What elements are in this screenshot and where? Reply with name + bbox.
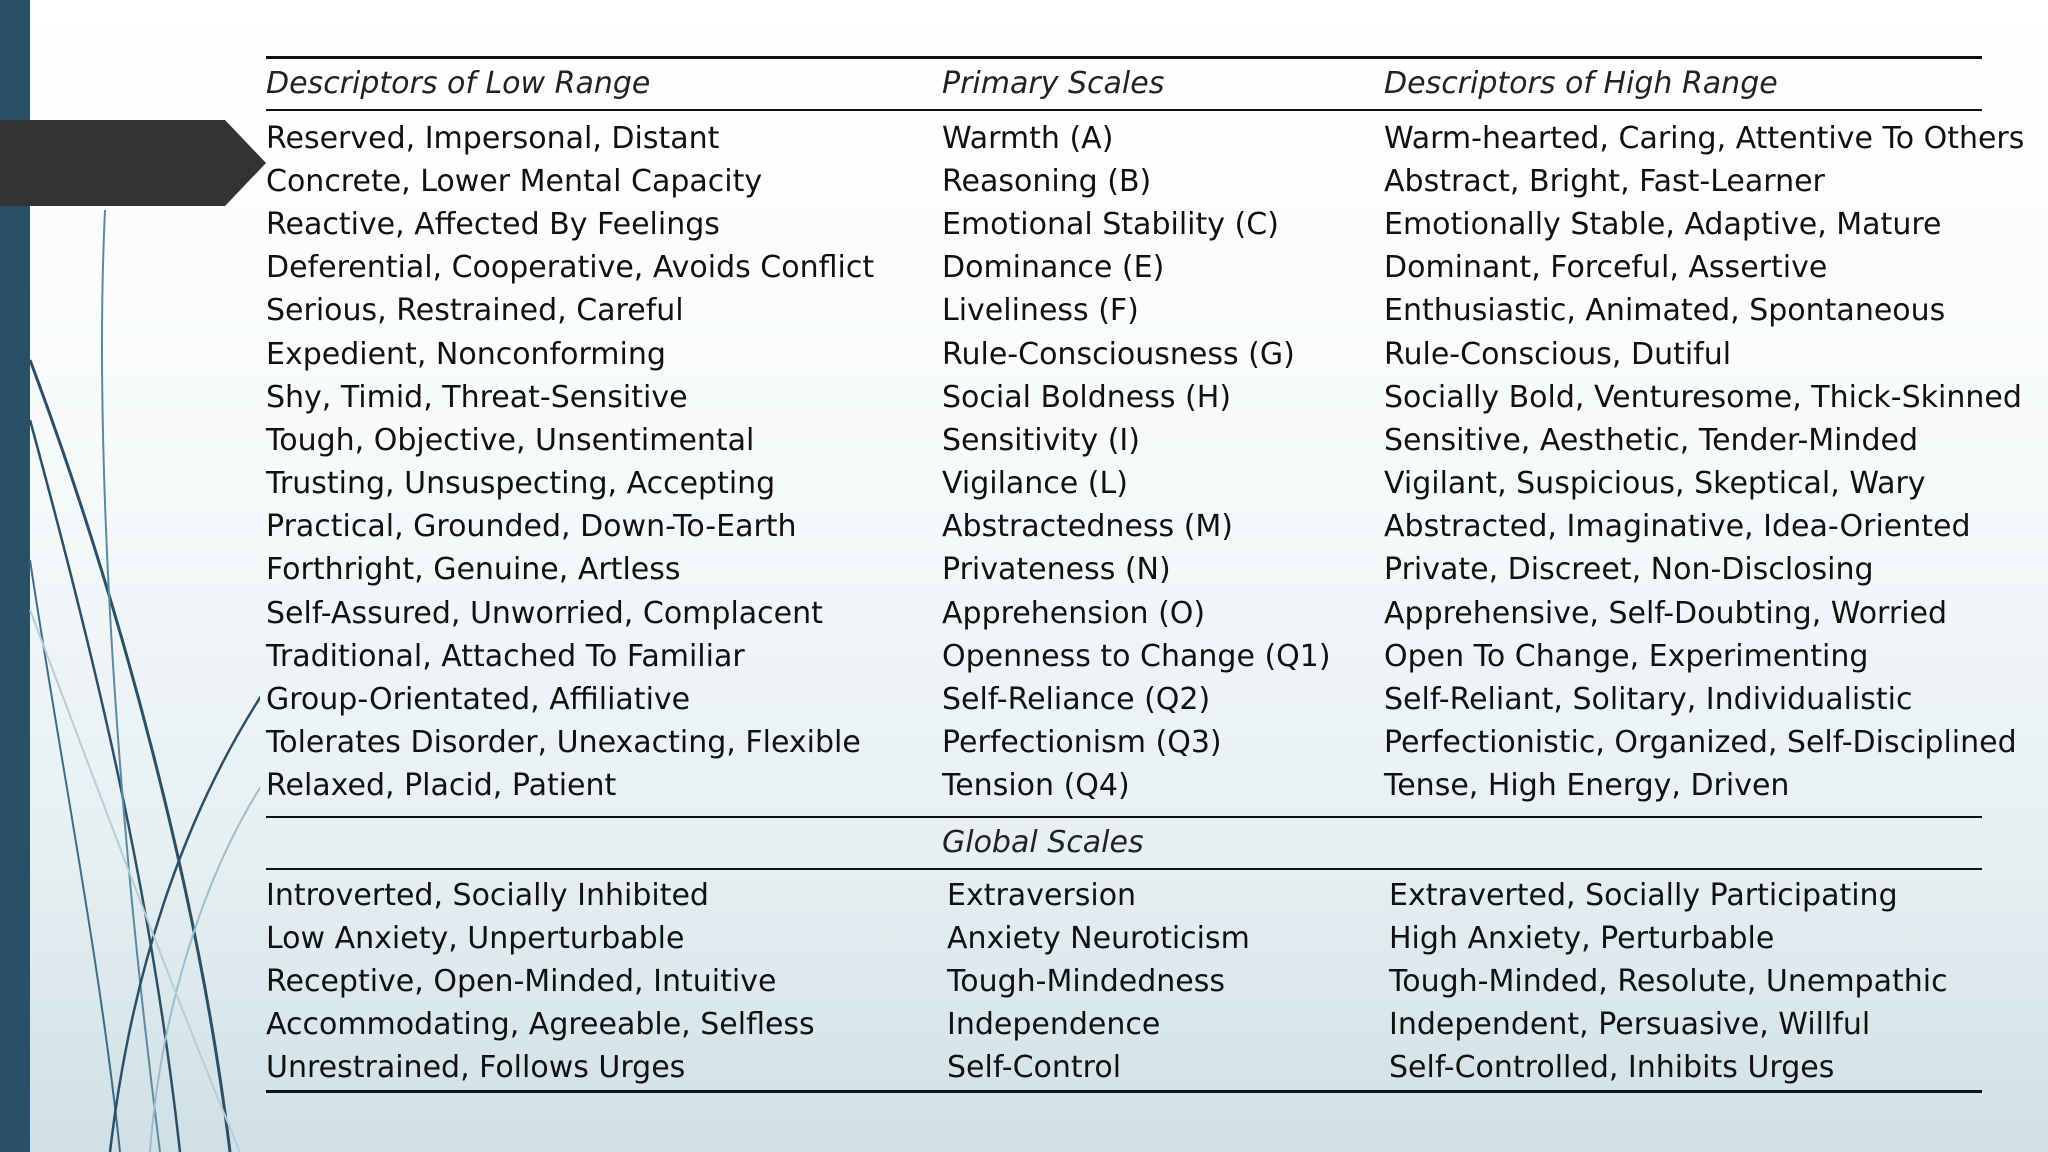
- table-row: [266, 247, 1982, 290]
- low-descriptor: Forthright, Genuine, Artless: [266, 552, 681, 588]
- table-row: [266, 463, 1982, 506]
- high-descriptor: Rule-Conscious, Dutiful: [1384, 336, 1732, 372]
- table-row: [266, 592, 1982, 635]
- scale-name: Privateness (N): [942, 552, 1171, 588]
- header-low-range: Descriptors of Low Range: [266, 66, 651, 101]
- high-descriptor: Sensitive, Aesthetic, Tender-Minded: [1384, 422, 1919, 458]
- high-descriptor: Independent, Persuasive, Willful: [1389, 1007, 1871, 1043]
- scale-name: Self-Reliance (Q2): [942, 682, 1211, 718]
- global-scales-title-row: [266, 818, 1982, 868]
- high-descriptor: Open To Change, Experimenting: [1384, 638, 1869, 674]
- high-descriptor: Abstracted, Imaginative, Idea-Oriented: [1384, 509, 1971, 545]
- scale-name: Liveliness (F): [942, 293, 1139, 329]
- high-descriptor: Socially Bold, Venturesome, Thick-Skinned: [1384, 379, 2022, 415]
- high-descriptor: Enthusiastic, Animated, Spontaneous: [1384, 293, 1946, 329]
- arrow-marker-icon: [0, 120, 270, 206]
- table-row: [266, 376, 2022, 419]
- scale-name: Vigilance (L): [942, 466, 1128, 502]
- table-row: [266, 917, 1982, 960]
- scale-name: Openness to Change (Q1): [942, 638, 1331, 674]
- high-descriptor: Perfectionistic, Organized, Self-Disciplined: [1384, 725, 2017, 761]
- scale-name: Extraversion: [947, 877, 1137, 913]
- high-descriptor: High Anxiety, Perturbable: [1389, 920, 1775, 956]
- table-row: [266, 874, 1982, 917]
- scale-name: Rule-Consciousness (G): [942, 336, 1295, 372]
- high-descriptor: Self-Reliant, Solitary, Individualistic: [1384, 682, 1913, 718]
- low-descriptor: Serious, Restrained, Careful: [266, 293, 684, 329]
- high-descriptor: Private, Discreet, Non-Disclosing: [1384, 552, 1874, 588]
- table-row: [266, 333, 1982, 376]
- high-descriptor: Apprehensive, Self-Doubting, Worried: [1384, 595, 1948, 631]
- global-scales-body: [266, 870, 1982, 1090]
- header-high-range: Descriptors of High Range: [1384, 66, 1778, 101]
- header-primary-scales: Primary Scales: [942, 66, 1165, 101]
- scale-name: Reasoning (B): [942, 163, 1152, 199]
- scale-name: Emotional Stability (C): [942, 206, 1279, 242]
- scale-name: Social Boldness (H): [942, 379, 1232, 415]
- scale-name: Self-Control: [947, 1050, 1122, 1086]
- table-row: [266, 290, 1982, 333]
- scale-name: Dominance (E): [942, 250, 1165, 286]
- low-descriptor: Concrete, Lower Mental Capacity: [266, 163, 763, 199]
- scale-name: Tough-Mindedness: [947, 963, 1225, 999]
- high-descriptor: Self-Controlled, Inhibits Urges: [1389, 1050, 1835, 1086]
- high-descriptor: Emotionally Stable, Adaptive, Mature: [1384, 206, 1942, 242]
- scale-name: Independence: [947, 1007, 1161, 1043]
- low-descriptor: Deferential, Cooperative, Avoids Conflict: [266, 250, 875, 286]
- table-row: [266, 117, 2025, 160]
- table-row: [266, 722, 2017, 765]
- low-descriptor: Low Anxiety, Unperturbable: [266, 920, 685, 956]
- table-row: [266, 506, 1982, 549]
- low-descriptor: Receptive, Open-Minded, Intuitive: [266, 963, 777, 999]
- scale-name: Perfectionism (Q3): [942, 725, 1222, 761]
- high-descriptor: Warm-hearted, Caring, Attentive To Others: [1384, 120, 2025, 156]
- low-descriptor: Introverted, Socially Inhibited: [266, 877, 709, 913]
- scale-name: Tension (Q4): [942, 768, 1130, 804]
- scale-name: Abstractedness (M): [942, 509, 1233, 545]
- high-descriptor: Tough-Minded, Resolute, Unempathic: [1389, 963, 1948, 999]
- high-descriptor: Abstract, Bright, Fast-Learner: [1384, 163, 1825, 199]
- low-descriptor: Self-Assured, Unworried, Complacent: [266, 595, 823, 631]
- high-descriptor: Tense, High Energy, Driven: [1384, 768, 1790, 804]
- low-descriptor: Reserved, Impersonal, Distant: [266, 120, 720, 156]
- table-header-row: [266, 59, 1982, 109]
- primary-scales-body: [266, 111, 2025, 816]
- low-descriptor: Reactive, Affected By Feelings: [266, 206, 720, 242]
- table-row: [266, 549, 1982, 592]
- low-descriptor: Expedient, Nonconforming: [266, 336, 666, 372]
- low-descriptor: Unrestrained, Follows Urges: [266, 1050, 686, 1086]
- table-row: [266, 1047, 1982, 1090]
- low-descriptor: Accommodating, Agreeable, Selfless: [266, 1007, 815, 1043]
- high-descriptor: Dominant, Forceful, Assertive: [1384, 250, 1828, 286]
- low-descriptor: Shy, Timid, Threat-Sensitive: [266, 379, 688, 415]
- table-row: [266, 1004, 1982, 1047]
- low-descriptor: Group-Orientated, Affiliative: [266, 682, 691, 718]
- table-row: [266, 160, 1982, 203]
- table-row: [266, 960, 1982, 1003]
- low-descriptor: Tolerates Disorder, Unexacting, Flexible: [266, 725, 861, 761]
- low-descriptor: Tough, Objective, Unsentimental: [266, 422, 755, 458]
- scale-name: Anxiety Neuroticism: [947, 920, 1250, 956]
- table-bottom-rule: [266, 1090, 1982, 1093]
- scale-name: Apprehension (O): [942, 595, 1206, 631]
- high-descriptor: Vigilant, Suspicious, Skeptical, Wary: [1384, 466, 1926, 502]
- low-descriptor: Practical, Grounded, Down-To-Earth: [266, 509, 797, 545]
- low-descriptor: Relaxed, Placid, Patient: [266, 768, 617, 804]
- global-scales-title: Global Scales: [942, 825, 1144, 860]
- low-descriptor: Traditional, Attached To Familiar: [266, 638, 745, 674]
- scale-name: Sensitivity (I): [942, 422, 1140, 458]
- table-row: [266, 203, 1982, 246]
- personality-factors-table: [266, 56, 2025, 1093]
- table-row: [266, 765, 1982, 808]
- table-row: [266, 635, 1982, 678]
- low-descriptor: Trusting, Unsuspecting, Accepting: [266, 466, 776, 502]
- table-row: [266, 419, 1982, 462]
- high-descriptor: Extraverted, Socially Participating: [1389, 877, 1898, 913]
- scale-name: Warmth (A): [942, 120, 1114, 156]
- table-row: [266, 678, 1982, 721]
